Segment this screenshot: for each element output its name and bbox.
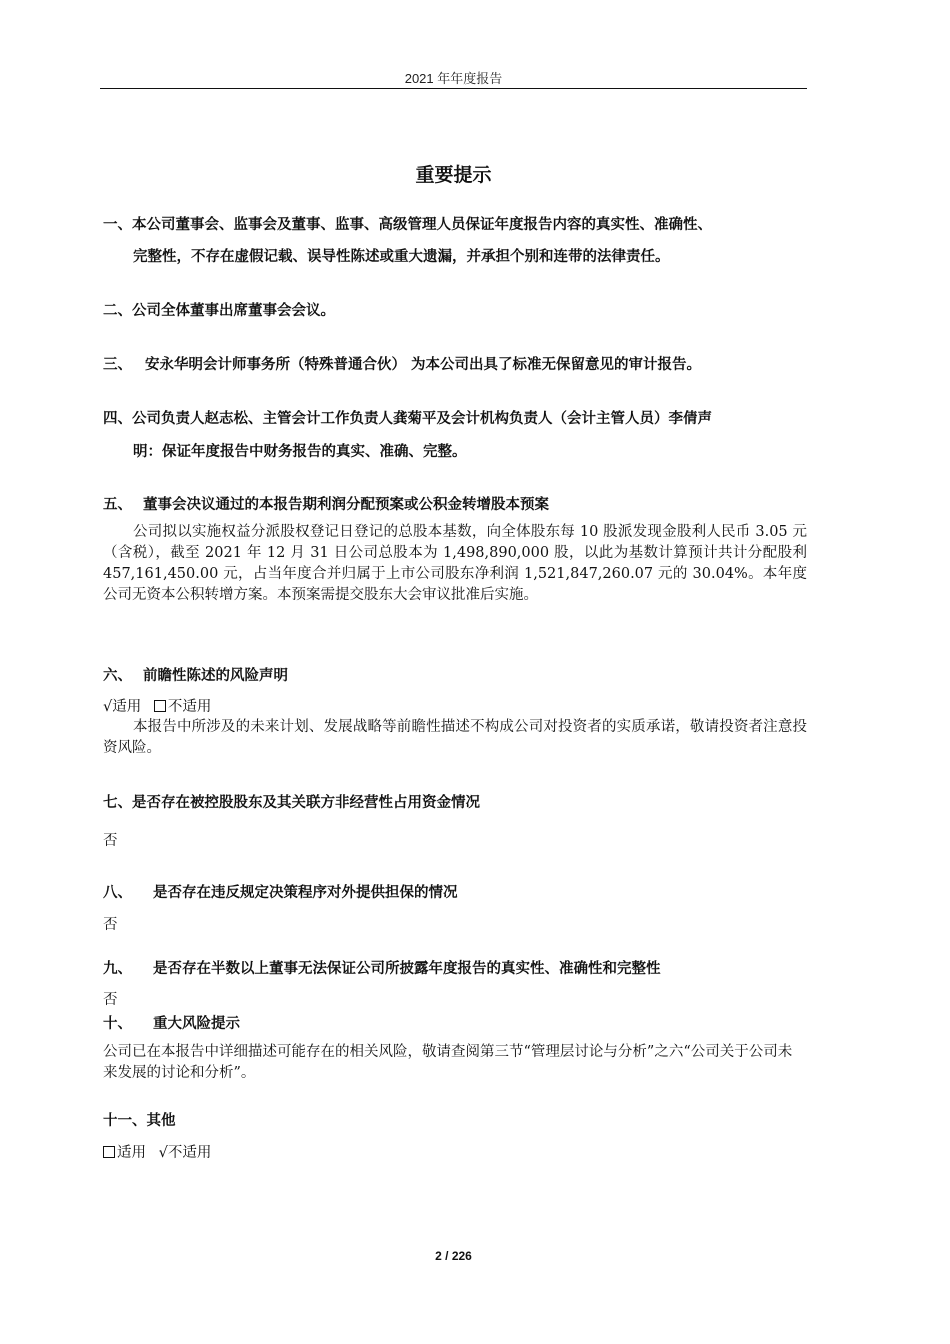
page-number: 2 / 226 <box>435 1249 472 1263</box>
section-9-answer: 否 <box>103 992 118 1008</box>
section-6-applicability <box>103 695 211 716</box>
section-10-body: 公司已在本报告中详细描述可能存在的相关风险，敬请查阅第三节“管理层讨论与分析”之六“公司关于公司未来发展的讨论和分析”。 <box>103 1044 793 1081</box>
section-6-heading <box>103 664 288 685</box>
section-4-line-1: 四、公司负责人赵志松、主管会计工作负责人龚菊平及会计机构负责人（会计主管人员）李倩声 <box>103 411 712 427</box>
section-9-heading <box>103 957 661 978</box>
section-1-line-1: 一、本公司董事会、监事会及董事、监事、高级管理人员保证年度报告内容的真实性、准确性、 <box>103 217 712 233</box>
section-3-text: 安永华明会计师事务所（特殊普通合伙） 为本公司出具了标准无保留意见的审计报告。 <box>145 357 702 373</box>
section-4-line-2: 明：保证年度报告中财务报告的真实、准确、完整。 <box>133 444 467 460</box>
section-5-number: 五、 <box>103 497 132 513</box>
applicable-option <box>103 1145 146 1161</box>
section-6-number: 六、 <box>103 668 132 684</box>
checkbox-empty-icon <box>154 700 166 712</box>
section-8-number: 八、 <box>103 885 132 901</box>
not-applicable-option <box>154 699 212 715</box>
section-10-title: 重大风险提示 <box>153 1016 240 1032</box>
section-7-answer: 否 <box>103 833 118 849</box>
section-10-number: 十、 <box>103 1016 132 1032</box>
section-5-heading <box>103 493 549 514</box>
section-11-applicability <box>103 1141 211 1162</box>
section-3-number: 三、 <box>103 357 132 373</box>
page-title: 重要提示 <box>415 164 492 186</box>
section-5-body: 公司拟以实施权益分派股权登记日登记的总股本基数，向全体股东每 10 股派发现金股利人民币 3.05 元（含税），截至 2021 年 12 月 31 日公司总股本为 1,498,890,000 股，以此为基数计算预计共计分配股利 457,161,450.00 元，占当年度合并归属于上市公司股东净利润 1,521,847,260.07 元的 30.04%。本年度公司无资本公积转增方案。本预案需提交股东大会审议批准后实施。 <box>103 524 807 603</box>
section-10-heading <box>103 1012 240 1033</box>
section-8-title: 是否存在违反规定决策程序对外提供担保的情况 <box>153 885 458 901</box>
section-9-title: 是否存在半数以上董事无法保证公司所披露年度报告的真实性、准确性和完整性 <box>153 961 661 977</box>
section-1-line-2: 完整性，不存在虚假记载、误导性陈述或重大遗漏，并承担个别和连带的法律责任。 <box>133 249 670 265</box>
section-8-heading <box>103 881 458 902</box>
applicable-label: 适用 <box>117 1145 146 1161</box>
checkbox-empty-icon <box>103 1146 115 1158</box>
running-header: 2021 年年度报告 <box>404 71 503 86</box>
section-6-body: 本报告中所涉及的未来计划、发展战略等前瞻性描述不构成公司对投资者的实质承诺，敬请投资者注意投资风险。 <box>103 719 807 756</box>
header-divider <box>100 88 807 89</box>
section-2-heading: 二、公司全体董事出席董事会会议。 <box>103 303 335 319</box>
applicable-checked: √适用 <box>103 699 142 715</box>
not-applicable-checked: √不适用 <box>158 1145 212 1161</box>
section-3-heading <box>103 353 701 374</box>
not-applicable-label: 不适用 <box>167 699 212 715</box>
section-5-title: 董事会决议通过的本报告期利润分配预案或公积金转增股本预案 <box>143 497 549 513</box>
section-11-heading: 十一、其他 <box>103 1113 176 1129</box>
section-9-number: 九、 <box>103 961 132 977</box>
section-8-answer: 否 <box>103 917 118 933</box>
section-7-heading: 七、是否存在被控股股东及其关联方非经营性占用资金情况 <box>103 795 480 811</box>
section-6-title: 前瞻性陈述的风险声明 <box>143 668 288 684</box>
